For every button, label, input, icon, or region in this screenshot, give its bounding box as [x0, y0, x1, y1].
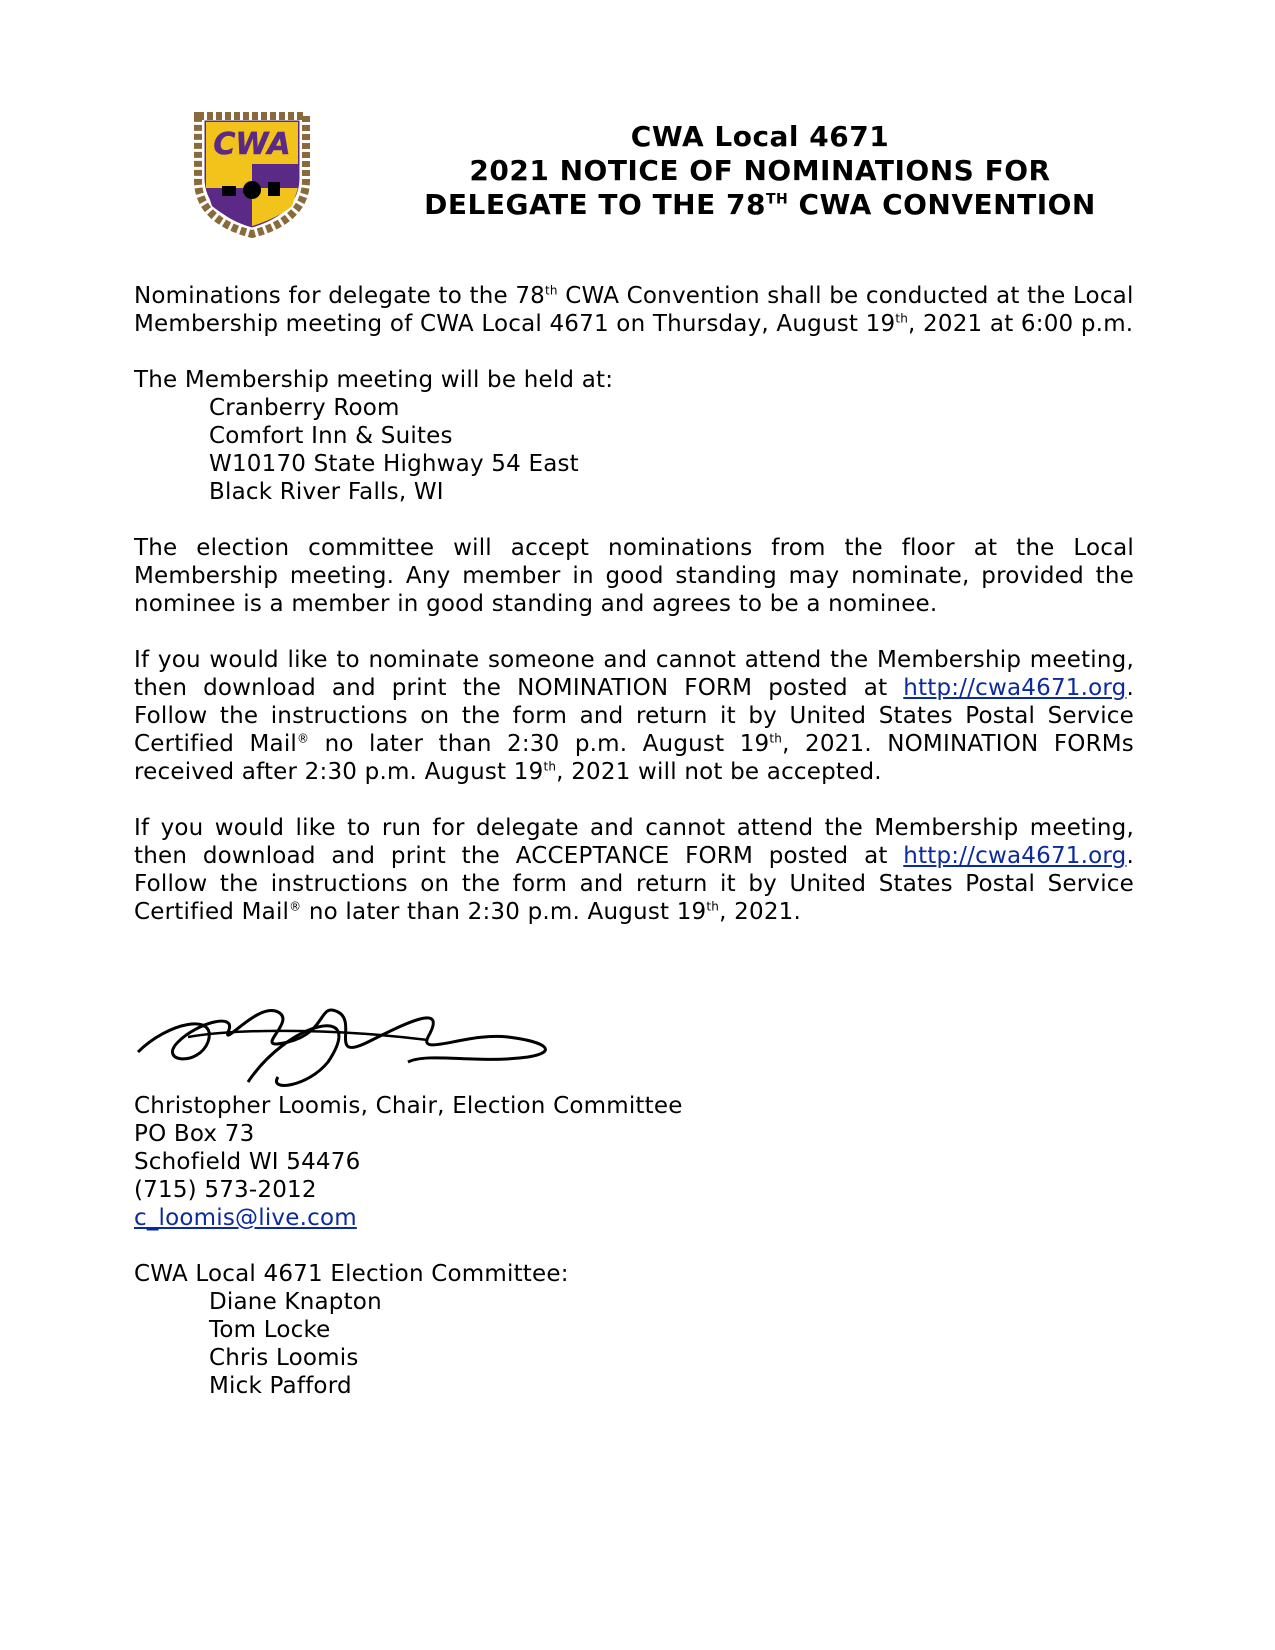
- committee-member: Chris Loomis: [209, 1345, 359, 1371]
- cwa-logo: [186, 102, 318, 238]
- committee-member: Tom Locke: [209, 1317, 331, 1343]
- location-line: W10170 State Highway 54 East: [209, 451, 579, 477]
- signer-email-link[interactable]: c_loomis@live.com: [134, 1205, 357, 1231]
- committee-member: Mick Pafford: [209, 1373, 352, 1399]
- location-line: Comfort Inn & Suites: [209, 423, 453, 449]
- signer-phone: (715) 573-2012: [134, 1177, 317, 1203]
- committee-heading: CWA Local 4671 Election Committee:: [134, 1261, 569, 1287]
- title-line-1: CWA Local 4671: [630, 120, 890, 153]
- paragraph-acceptance-form: If you would like to run for delegate and cannot attend the Membership meeting, then download and print the ACCEPTANCE FORM posted at http://cwa4671.org. Follow the instructions on the form and return it by United States Postal Service Certified Mail® no later than 2:30 p.m. August 19th, 2021.: [134, 815, 1134, 925]
- paragraph-nomination-form: If you would like to nominate someone and cannot attend the Membership meeting, then download and print the NOMINATION FORM posted at http://cwa4671.org. Follow the instructions on the form and return it by United States Postal Service Certified Mail® no later than 2:30 p.m. August 19th, 2021. NOMINATION FORMs received after 2:30 p.m. August 19th, 2021 will not be accepted.: [134, 647, 1134, 785]
- notice-body: [134, 282, 1134, 954]
- election-committee: [134, 1260, 934, 1400]
- telephone-icon: [243, 181, 261, 199]
- location-line: Black River Falls, WI: [209, 479, 444, 505]
- title-line-3: DELEGATE TO THE 78TH CWA CONVENTION: [424, 188, 1096, 221]
- notice-title: [380, 120, 1140, 222]
- signer-city: Schofield WI 54476: [134, 1149, 361, 1175]
- committee-member: Diane Knapton: [209, 1289, 382, 1315]
- title-line-2: 2021 NOTICE OF NOMINATIONS FOR: [469, 154, 1051, 187]
- handwritten-signature: [128, 982, 588, 1092]
- paragraph-nominations-intro: Nominations for delegate to the 78th CWA Convention shall be conducted at the Local Membership meeting of CWA Local 4671 on Thursday, August 19th, 2021 at 6:00 p.m.: [134, 283, 1134, 337]
- website-link[interactable]: http://cwa4671.org: [903, 675, 1127, 701]
- meeting-location: The Membership meeting will be held at: Cranberry Room Comfort Inn & Suites W10170 State Highway 54 East Black River Falls, WI: [134, 366, 1134, 506]
- logo-text: CWA: [213, 127, 291, 162]
- signer-address: PO Box 73: [134, 1121, 255, 1147]
- signer-block: [134, 1092, 934, 1232]
- website-link[interactable]: http://cwa4671.org: [903, 843, 1127, 869]
- location-line: Cranberry Room: [209, 395, 400, 421]
- paragraph-floor-nominations: The election committee will accept nominations from the floor at the Local Membership meeting. Any member in good standing may nominate, provided the nominee is a member in good standing and agrees to be a nominee.: [134, 535, 1134, 617]
- signer-name: Christopher Loomis, Chair, Election Committee: [134, 1093, 683, 1119]
